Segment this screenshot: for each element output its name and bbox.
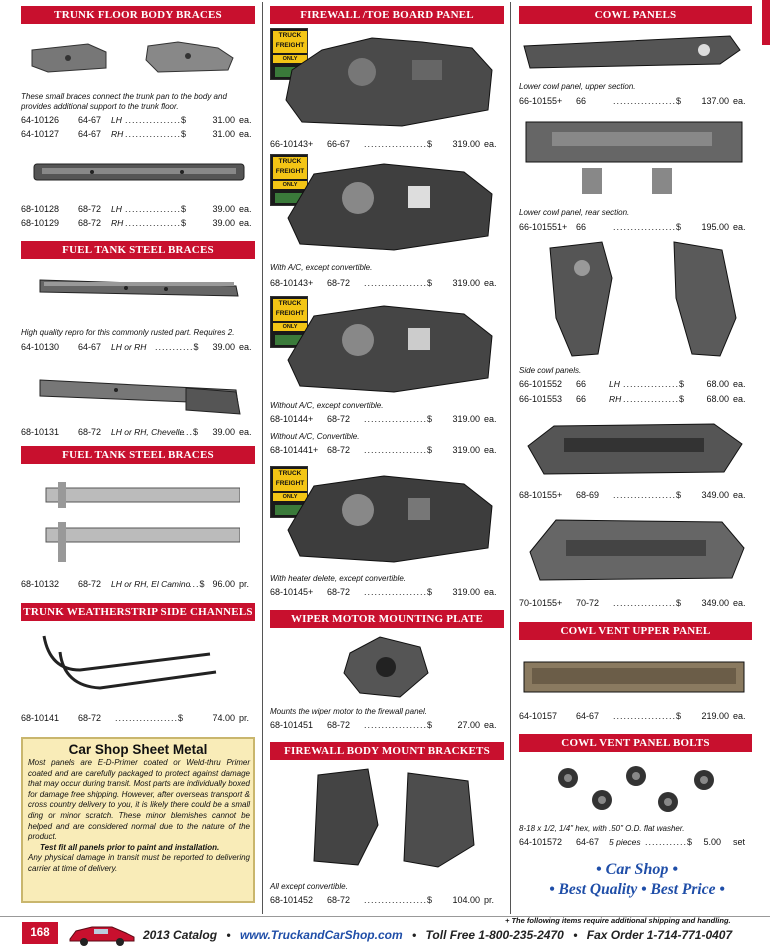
note: LH or RH (111, 342, 147, 352)
note: LH or RH, Chevelle (111, 427, 185, 437)
part-number: 68-10141 (21, 713, 60, 723)
dots: ................$ (125, 218, 188, 228)
notice-tail-text: Any physical damage in transit must be reported to delivering carrier at time of delivery. (28, 853, 250, 873)
dots: ..................$ (613, 96, 683, 106)
dots: ..................$ (364, 587, 434, 597)
section-header-trunk-floor: TRUNK FLOOR BODY BRACES (21, 6, 255, 24)
price: 27.00 (457, 720, 480, 730)
unit: ea. (733, 490, 746, 500)
part-number: 68-10145+ (270, 587, 314, 597)
part-number: 66-101553 (519, 394, 563, 404)
dots: ..................$ (364, 414, 434, 424)
unit: ea. (733, 222, 746, 232)
trunk-floor-description: These small braces connect the trunk pan to the body and provides additional support to the trunk floor. (21, 92, 227, 111)
unit: pr. (239, 713, 250, 723)
cowl-vent-bolts-image (538, 756, 728, 822)
price-row (21, 204, 255, 215)
price-row (21, 427, 255, 438)
price-row (519, 490, 753, 501)
years: 68-72 (78, 204, 102, 214)
unit: pr. (484, 895, 495, 905)
firewall-panel-image-2 (284, 158, 496, 254)
footer-contact-line (143, 928, 732, 942)
part-number: 68-10129 (21, 218, 60, 228)
part-number: 66-10155+ (519, 96, 563, 106)
note: RH (111, 218, 124, 228)
dots: ....$ (179, 427, 200, 437)
part-number: 68-10131 (21, 427, 60, 437)
cowl-upper-section-image (520, 30, 742, 74)
part-number: 68-10128 (21, 204, 60, 214)
price: 39.00 (212, 342, 235, 352)
car-icon (66, 919, 138, 947)
price: 319.00 (452, 587, 480, 597)
dots: ..................$ (613, 490, 683, 500)
wiper-description: Mounts the wiper motor to the firewall panel. (270, 707, 427, 716)
unit: ea. (484, 278, 497, 288)
unit: ea. (239, 204, 252, 214)
dots: ...$ (189, 579, 206, 589)
price-row (21, 579, 255, 590)
badge-mid-text: ONLY (273, 55, 307, 63)
price: 319.00 (452, 278, 480, 288)
firewall-panel-image-3 (284, 300, 496, 394)
years: 68-72 (327, 414, 351, 424)
years: 68-72 (327, 895, 351, 905)
price-row (519, 394, 753, 405)
note: RH (111, 129, 124, 139)
firewall-description: With heater delete, except convertible. (270, 574, 407, 583)
price-row (21, 342, 255, 353)
section-header-fuel-tank-1: FUEL TANK STEEL BRACES (21, 241, 255, 259)
dots: ..................$ (613, 222, 683, 232)
price-row (270, 139, 504, 150)
dots: ............$ (645, 837, 694, 847)
notice-body (28, 758, 250, 875)
part-number: 68-101441+ (270, 445, 319, 455)
dots: ................$ (623, 379, 686, 389)
unit: ea. (239, 342, 252, 352)
badge-mid-text: ONLY (273, 181, 307, 189)
side-cowl-panels-image (542, 238, 742, 360)
firewall-mount-description: All except convertible. (270, 882, 348, 891)
toll-free-number: Toll Free 1-800-235-2470 (425, 928, 564, 942)
unit: ea. (484, 139, 497, 149)
price: 319.00 (452, 139, 480, 149)
years: 64-67 (78, 115, 102, 125)
dots: ................$ (125, 204, 188, 214)
years: 64-67 (78, 129, 102, 139)
weatherstrip-channel-image (40, 630, 220, 700)
dots: ..................$ (613, 711, 683, 721)
website-link[interactable]: www.TruckandCarShop.com (239, 928, 403, 942)
cowl-description: Lower cowl panel, rear section. (519, 208, 630, 217)
section-header-cowl-vent: COWL VENT UPPER PANEL (519, 622, 752, 640)
dots: ..................$ (364, 278, 434, 288)
notice-bold-text: Test fit all panels prior to paint and installation. (40, 842, 220, 852)
part-number: 64-101572 (519, 837, 563, 847)
years: 68-72 (78, 579, 102, 589)
unit: ea. (484, 414, 497, 424)
price-row (270, 720, 504, 731)
part-number: 68-10155+ (519, 490, 563, 500)
badge-top-text: TRUCK FREIGHT (273, 299, 307, 321)
cowl-description: Lower cowl panel, upper section. (519, 82, 636, 91)
years: 66 (576, 379, 587, 389)
part-number: 66-10143+ (270, 139, 314, 149)
unit: ea. (239, 218, 252, 228)
dots: ................$ (623, 394, 686, 404)
part-number: 68-10144+ (270, 414, 314, 424)
price: 68.00 (706, 394, 729, 404)
unit: ea. (733, 379, 746, 389)
part-number: 64-10157 (519, 711, 558, 721)
wiper-plate-image (340, 633, 432, 701)
price: 31.00 (212, 115, 235, 125)
section-header-wiper: WIPER MOTOR MOUNTING PLATE (270, 610, 504, 628)
price: 349.00 (701, 598, 729, 608)
dots: ..................$ (364, 720, 434, 730)
page-edge-tab (762, 0, 770, 45)
price: 195.00 (701, 222, 729, 232)
unit: ea. (733, 96, 746, 106)
price-row (270, 587, 504, 598)
unit: ea. (484, 720, 497, 730)
dots: ..................$ (364, 445, 434, 455)
fuel-tank-brace-image (36, 268, 242, 308)
years: 66 (576, 96, 587, 106)
price: 319.00 (452, 445, 480, 455)
badge-mid-text: ONLY (273, 323, 307, 331)
fax-number: Fax Order 1-714-771-0407 (586, 928, 733, 942)
years: 68-72 (327, 445, 351, 455)
part-number: 68-101451 (270, 720, 314, 730)
unit: ea. (484, 445, 497, 455)
note: LH (111, 115, 122, 125)
price-row (270, 895, 504, 906)
section-header-weatherstrip: TRUNK WEATHERSTRIP SIDE CHANNELS (21, 603, 255, 621)
cowl-panel-68-69-image (524, 416, 746, 482)
part-number: 66-101551+ (519, 222, 568, 232)
column-divider-1 (262, 2, 263, 914)
car-shop-sheet-metal-notice (21, 737, 255, 903)
note: 5 pieces (609, 837, 641, 847)
firewall-description: Without A/C, except convertible. (270, 401, 384, 410)
years: 68-72 (78, 713, 102, 723)
note: LH or RH, El Camino (111, 579, 191, 589)
unit: ea. (484, 587, 497, 597)
years: 64-67 (576, 837, 600, 847)
price-row (270, 278, 504, 289)
price-row (519, 598, 753, 609)
section-header-firewall: FIREWALL /TOE BOARD PANEL (270, 6, 504, 24)
notice-text: Most panels are E-D-Primer coated or Weld-thru Primer coated and are carefully packaged to protect against damage that may occur during transit. Most parts are individually boxed for damage free shipping. However, after overseas transport & cross country delivery to you, it is likely there could be a small ding or minor scratch. These minor blemishes cannot be helped and are considered normal due to the nature of the product. (28, 758, 250, 842)
years: 64-67 (576, 711, 600, 721)
badge-top-text: TRUCK FREIGHT (273, 157, 307, 179)
price-row (21, 115, 255, 126)
price: 219.00 (701, 711, 729, 721)
slogan-line-1: • Car Shop • (596, 861, 678, 878)
fuel-tank-description: High quality repro for this commonly rusted part. Requires 2. (21, 328, 235, 337)
firewall-panel-image-1 (282, 30, 496, 130)
years: 68-72 (78, 427, 102, 437)
price: 39.00 (212, 204, 235, 214)
dots: ...........$ (155, 342, 200, 352)
years: 66 (576, 222, 587, 232)
price: 5.00 (703, 837, 721, 847)
fuel-tank-brace-el-camino-image (44, 478, 240, 566)
part-number: 64-10127 (21, 129, 60, 139)
unit: set (733, 837, 746, 847)
trunk-brace-small-image (28, 38, 238, 78)
unit: ea. (239, 129, 252, 139)
notice-title: Car Shop Sheet Metal (68, 742, 208, 757)
price: 39.00 (212, 218, 235, 228)
note: LH (111, 204, 122, 214)
price-row (519, 379, 753, 390)
page-number: 168 (22, 922, 58, 944)
price: 96.00 (212, 579, 235, 589)
years: 68-69 (576, 490, 600, 500)
price: 39.00 (212, 427, 235, 437)
part-number: 66-101552 (519, 379, 563, 389)
dots: ..................$ (613, 598, 683, 608)
note: RH (609, 394, 622, 404)
price-row (519, 96, 753, 107)
part-number: 70-10155+ (519, 598, 563, 608)
cowl-panel-70-72-image (526, 512, 748, 588)
badge-mid-text: ONLY (273, 493, 307, 501)
note: LH (609, 379, 620, 389)
section-header-cowl: COWL PANELS (519, 6, 752, 24)
price-row (21, 713, 255, 724)
dots: ..................$ (364, 895, 434, 905)
price-row (21, 129, 255, 140)
cowl-rear-section-image (522, 114, 744, 200)
price: 74.00 (212, 713, 235, 723)
section-header-bolts: COWL VENT PANEL BOLTS (519, 734, 752, 752)
price-row (270, 414, 504, 425)
slogan-line-2: • Best Quality • Best Price • (549, 881, 725, 898)
years: 66-67 (327, 139, 351, 149)
price: 68.00 (706, 379, 729, 389)
cowl-vent-upper-panel-image (522, 654, 746, 700)
years: 64-67 (78, 342, 102, 352)
unit: ea. (733, 598, 746, 608)
years: 66 (576, 394, 587, 404)
footer-bullet: • (226, 928, 231, 942)
price-row (519, 837, 753, 848)
price: 349.00 (701, 490, 729, 500)
part-number: 68-10143+ (270, 278, 314, 288)
part-number: 64-10130 (21, 342, 60, 352)
bolts-description: 8-18 x 1/2, 1/4" hex, with .50" O.D. flat washer. (519, 824, 685, 833)
dots: ................$ (125, 129, 188, 139)
years: 68-72 (327, 720, 351, 730)
part-number: 64-10126 (21, 115, 60, 125)
price: 319.00 (452, 414, 480, 424)
unit: pr. (239, 579, 250, 589)
dots: ..................$ (115, 713, 185, 723)
firewall-description: With A/C, except convertible. (270, 263, 373, 272)
section-header-firewall-mount: FIREWALL BODY MOUNT BRACKETS (270, 742, 504, 760)
column-divider-2 (510, 2, 511, 914)
unit: ea. (733, 394, 746, 404)
section-header-fuel-tank-2: FUEL TANK STEEL BRACES (21, 446, 255, 464)
shipping-footnote: + The following items require additional shipping and handling. (505, 916, 731, 925)
firewall-panel-image-4 (284, 470, 496, 566)
part-number: 68-10132 (21, 579, 60, 589)
years: 70-72 (576, 598, 600, 608)
badge-top-text: TRUCK FREIGHT (273, 469, 307, 491)
price-row (21, 218, 255, 229)
firewall-mount-bracket-image (308, 765, 480, 871)
years: 68-72 (78, 218, 102, 228)
footer-bullet: • (573, 928, 578, 942)
part-number: 68-101452 (270, 895, 314, 905)
fuel-tank-brace-chevelle-image (36, 370, 242, 418)
firewall-description: Without A/C, Convertible. (270, 432, 360, 441)
price: 31.00 (212, 129, 235, 139)
trunk-brace-long-image (32, 158, 246, 186)
price-row (270, 445, 504, 456)
badge-top-text: TRUCK FREIGHT (273, 31, 307, 53)
dots: ..................$ (364, 139, 434, 149)
unit: ea. (239, 115, 252, 125)
price-row (519, 711, 753, 722)
cowl-description: Side cowl panels. (519, 366, 582, 375)
footer-bullet: • (411, 928, 417, 942)
price: 104.00 (452, 895, 480, 905)
years: 68-72 (327, 587, 351, 597)
catalog-year: 2013 Catalog (143, 928, 218, 942)
unit: ea. (733, 711, 746, 721)
price-row (519, 222, 753, 233)
years: 68-72 (327, 278, 351, 288)
unit: ea. (239, 427, 252, 437)
dots: ................$ (125, 115, 188, 125)
price: 137.00 (701, 96, 729, 106)
